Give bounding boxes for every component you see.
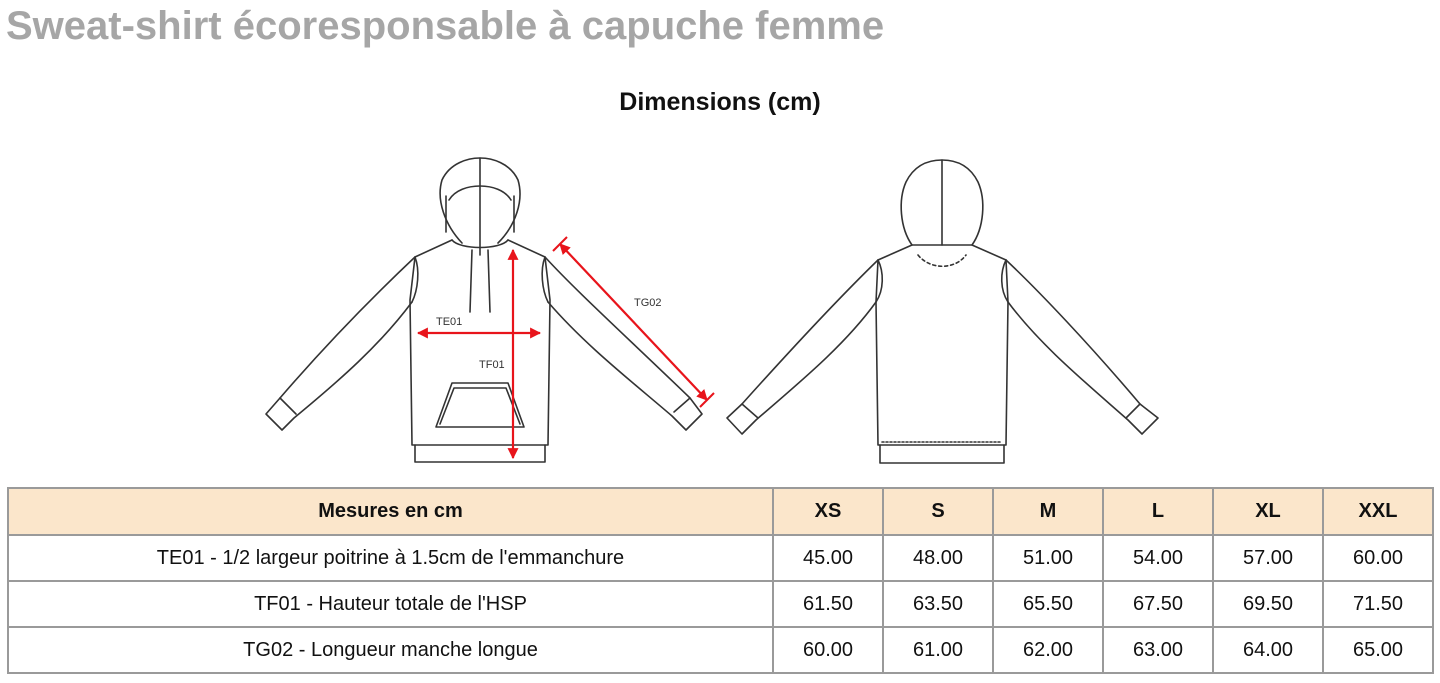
table-cell: 48.00 [883, 535, 993, 581]
table-cell: 54.00 [1103, 535, 1213, 581]
size-table [7, 487, 1434, 674]
header-size-xl: XL [1213, 488, 1323, 535]
table-cell: 57.00 [1213, 535, 1323, 581]
header-measures: Mesures en cm [8, 488, 773, 535]
row-label: TG02 - Longueur manche longue [8, 627, 773, 673]
row-label: TF01 - Hauteur totale de l'HSP [8, 581, 773, 627]
header-size-s: S [883, 488, 993, 535]
hoodie-front-drawing [266, 158, 702, 462]
table-cell: 63.50 [883, 581, 993, 627]
table-cell: 69.50 [1213, 581, 1323, 627]
table-cell: 60.00 [1323, 535, 1433, 581]
table-cell: 61.50 [773, 581, 883, 627]
hoodie-back-drawing [727, 160, 1158, 463]
table-cell: 63.00 [1103, 627, 1213, 673]
label-tg02: TG02 [634, 297, 662, 309]
header-size-xxl: XXL [1323, 488, 1433, 535]
table-cell: 65.00 [1323, 627, 1433, 673]
header-size-xs: XS [773, 488, 883, 535]
hoodie-diagram [255, 150, 1175, 470]
row-label: TE01 - 1/2 largeur poitrine à 1.5cm de l'emmanchure [8, 535, 773, 581]
table-cell: 45.00 [773, 535, 883, 581]
measure-tg02 [553, 237, 714, 407]
table-row [8, 627, 1433, 673]
label-tf01: TF01 [479, 359, 505, 371]
table-row [8, 581, 1433, 627]
header-size-m: M [993, 488, 1103, 535]
header-size-l: L [1103, 488, 1213, 535]
table-cell: 61.00 [883, 627, 993, 673]
table-cell: 51.00 [993, 535, 1103, 581]
dimensions-heading: Dimensions (cm) [619, 88, 821, 116]
table-cell: 62.00 [993, 627, 1103, 673]
table-cell: 60.00 [773, 627, 883, 673]
table-cell: 65.50 [993, 581, 1103, 627]
table-cell: 64.00 [1213, 627, 1323, 673]
table-cell: 71.50 [1323, 581, 1433, 627]
page-title: Sweat-shirt écoresponsable à capuche femme [6, 4, 885, 48]
table-header-row [8, 488, 1433, 535]
table-cell: 67.50 [1103, 581, 1213, 627]
measure-te01 [418, 316, 540, 333]
label-te01: TE01 [436, 316, 463, 328]
table-row [8, 535, 1433, 581]
